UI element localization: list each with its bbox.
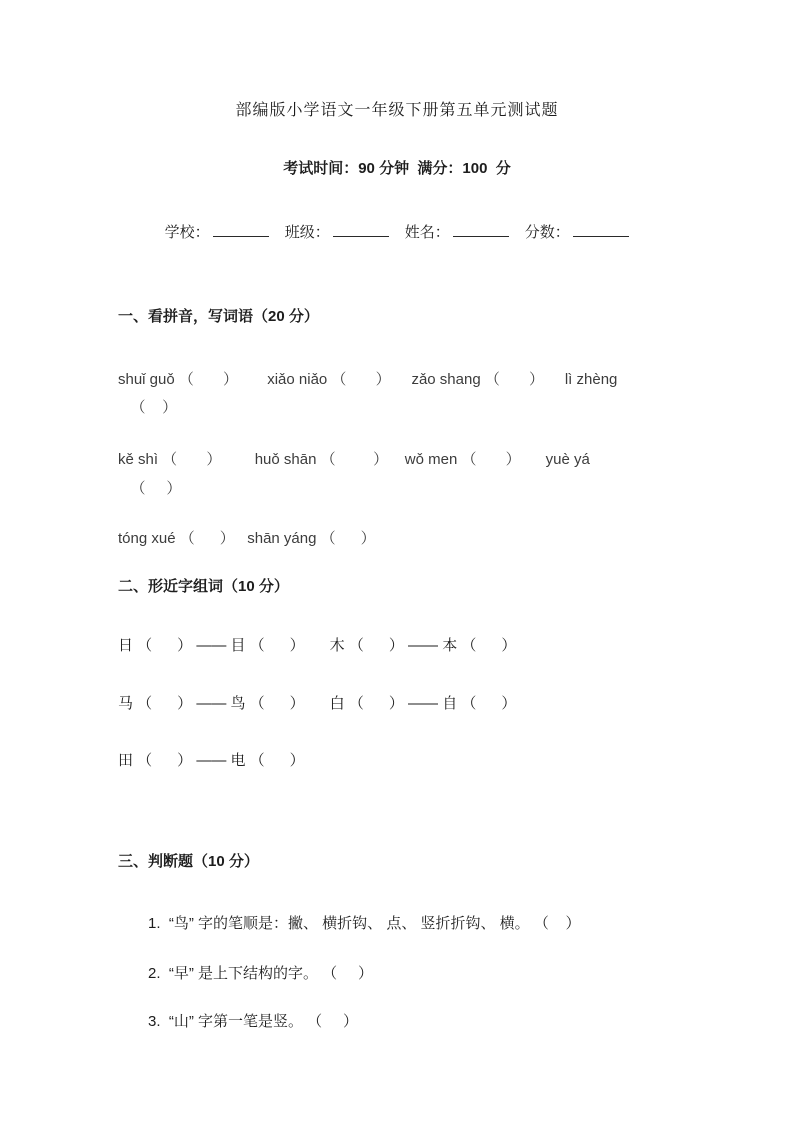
pinyin-row-2-continuation: （ ） xyxy=(118,480,182,497)
school-label: 学校： xyxy=(164,224,210,241)
name-blank xyxy=(453,223,509,237)
school-blank xyxy=(213,223,269,237)
name-field xyxy=(405,223,509,242)
section-2-heading: 二、形近字组词（10 分） xyxy=(118,578,289,595)
score-blank xyxy=(573,223,629,237)
section-1-heading: 一、看拼音，写词语（20 分） xyxy=(118,308,319,325)
pinyin-row-1-continuation: （ ） xyxy=(118,399,178,416)
class-label: 班级： xyxy=(284,224,330,241)
score-label: 分数： xyxy=(524,224,570,241)
section-3-heading: 三、判断题（10 分） xyxy=(118,853,259,870)
student-info-line xyxy=(118,204,676,261)
pinyin-row-2: kě shì （ ） huǒ shān （ ） wǒ men （ ） yuè yá xyxy=(118,451,590,468)
score-field xyxy=(525,223,629,242)
school-field xyxy=(165,223,269,242)
character-pair-row-2: 马 （ ） —— 鸟 （ ） 白 （ ） —— 自 （ ） xyxy=(118,695,517,712)
class-blank xyxy=(333,223,389,237)
page-title: 部编版小学语文一年级下册第五单元测试题 xyxy=(235,102,559,119)
class-field xyxy=(285,223,389,242)
character-pair-row-1: 日 （ ） —— 目 （ ） 木 （ ） —— 本 （ ） xyxy=(118,637,517,654)
character-pair-row-3: 田 （ ） —— 电 （ ） xyxy=(118,752,305,769)
pinyin-row-1: shuǐ guǒ （ ） xiǎo niǎo （ ） zǎo shang （ ） lì zhèng xyxy=(118,371,618,388)
pinyin-row-3: tóng xué （ ） shān yáng （ ） xyxy=(118,530,376,547)
judgement-item-1: 1. “鸟” 字的笔顺是：撇、 横折钩、 点、 竖折折钩、 横。 （ ） xyxy=(148,915,581,932)
judgement-item-2: 2. “早” 是上下结构的字。 （ ） xyxy=(148,965,374,982)
judgement-item-3: 3. “山” 字第一笔是竖。 （ ） xyxy=(148,1013,359,1030)
name-label: 姓名： xyxy=(404,224,450,241)
exam-time-score-line: 考试时间：90 分钟 满分：100 分 xyxy=(283,160,511,177)
